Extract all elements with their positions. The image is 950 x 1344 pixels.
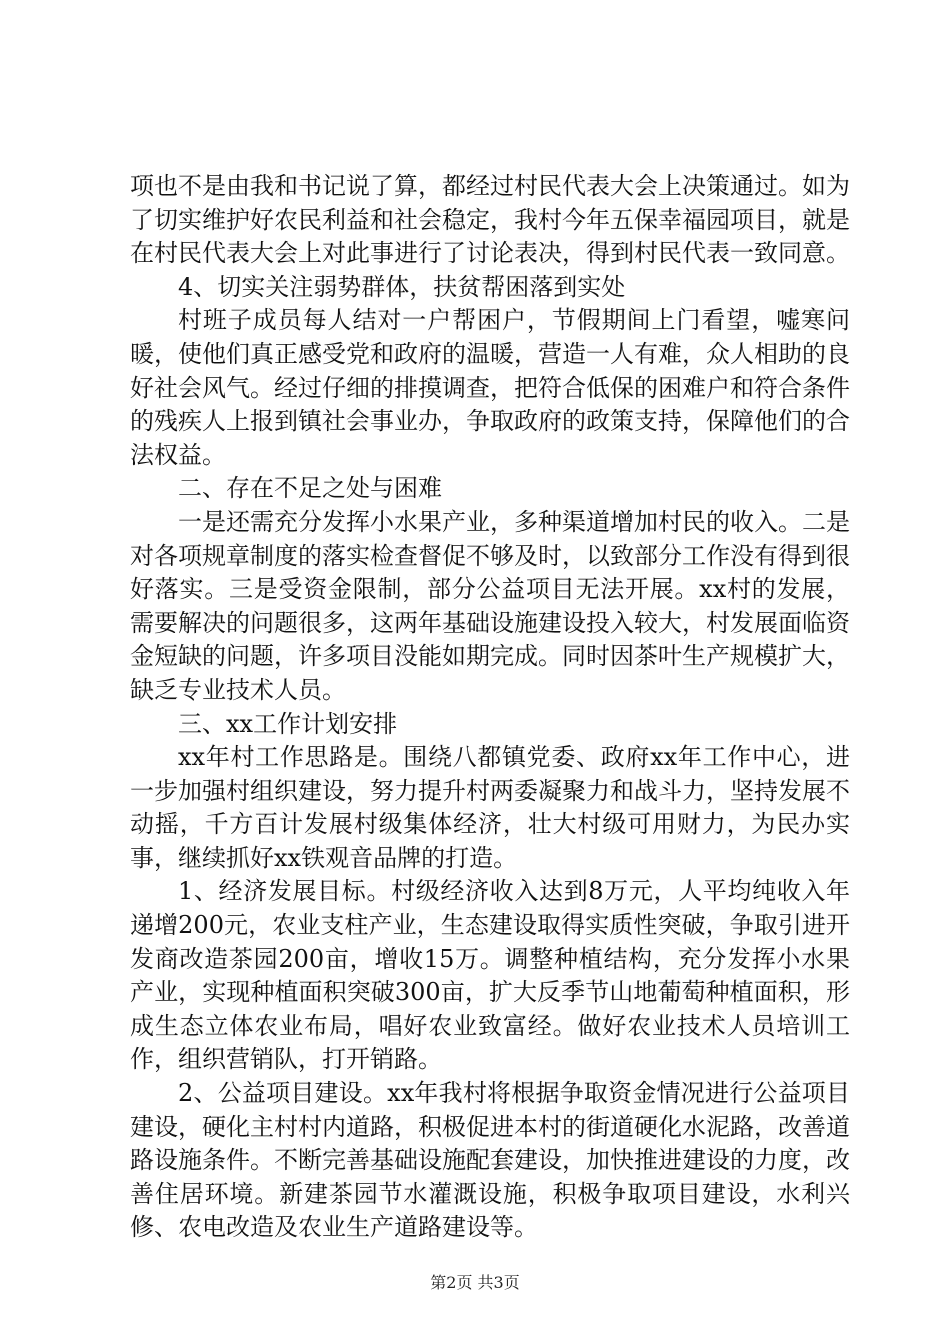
paragraph-continuation: 项也不是由我和书记说了算，都经过村民代表大会上决策通过。如为了切实维护好农民利益和社会稳定，我村今年五保幸福园项目，就是在村民代表大会上对此事进行了讨论表决，得到村民代表一致同意。: [130, 172, 850, 268]
page-number-footer: 第2页 共3页: [430, 1273, 520, 1292]
paragraph-shortcomings: 一是还需充分发挥小水果产业，多种渠道增加村民的收入。二是对各项规章制度的落实检查督促不够及时，以致部分工作没有得到很好落实。三是受资金限制，部分公益项目无法开展。xx村的发展，需要解决的问题很多，这两年基础设施建设投入较大，村发展面临资金短缺的问题，许多项目没能如期完成。同时因茶叶生产规模扩大，缺乏专业技术人员。: [130, 507, 850, 704]
heading-item-4: 4、切实关注弱势群体，扶贫帮困落到实处: [178, 272, 626, 301]
heading-section-3: 三、xx工作计划安排: [178, 709, 398, 738]
paragraph-poverty-aid: 村班子成员每人结对一户帮困户，节假期间上门看望，嘘寒问暖，使他们真正感受党和政府的温暖，营造一人有难，众人相助的良好社会风气。经过仔细的排摸调查，把符合低保的困难户和符合条件的残疾人上报到镇社会事业办，争取政府的政策支持，保障他们的合法权益。: [130, 306, 850, 469]
paragraph-public-projects: 2、公益项目建设。xx年我村将根据争取资金情况进行公益项目建设，硬化主村村内道路，积极促进本村的街道硬化水泥路，改善道路设施条件。不断完善基础设施配套建设，加快推进建设的力度，改善住居环境。新建茶园节水灌溉设施，积极争取项目建设，水利兴修、农电改造及农业生产道路建设等。: [130, 1079, 850, 1242]
heading-section-2: 二、存在不足之处与困难: [178, 474, 442, 503]
paragraph-work-plan: xx年村工作思路是。围绕八都镇党委、政府xx年工作中心，进一步加强村组织建设，努力提升村两委凝聚力和战斗力，坚持发展不动摇，千方百计发展村级集体经济，壮大村级可用财力，为民办实事，继续抓好xx铁观音品牌的打造。: [130, 743, 850, 872]
document-body: [130, 170, 850, 1245]
paragraph-economic-goals: 1、经济发展目标。村级经济收入达到8万元，人平均纯收入年递增200元，农业支柱产业，生态建设取得实质性突破，争取引进开发商改造茶园200亩，增收15万。调整种植结构，充分发挥小水果产业，实现种植面积突破300亩，扩大反季节山地葡萄种植面积，形成生态立体农业布局，唱好农业致富经。做好农业技术人员培训工作，组织营销队，打开销路。: [130, 877, 850, 1074]
